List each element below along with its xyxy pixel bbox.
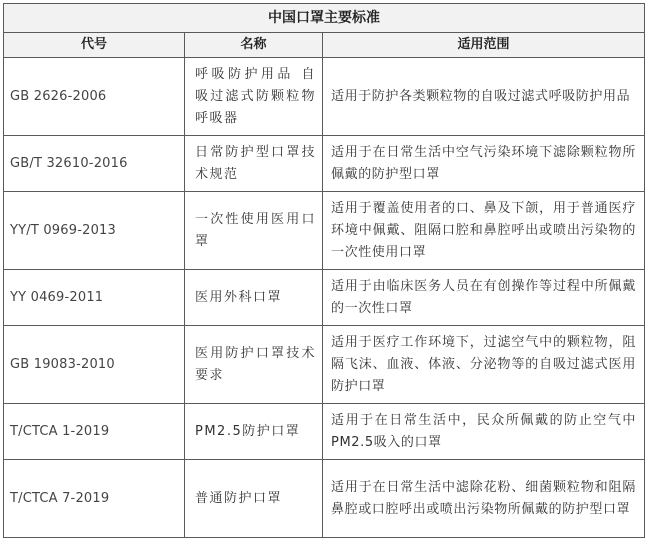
table-title: 中国口罩主要标准 (4, 4, 645, 33)
standard-scope: 适用于覆盖使用者的口、鼻及下颌，用于普通医疗环境中佩戴、阻隔口腔和鼻腔呼出或喷出污染物的一次性使用口罩 (323, 192, 645, 270)
standard-scope: 适用于在日常生活中空气污染环境下滤除颗粒物所佩戴的防护型口罩 (323, 136, 645, 192)
standard-name: 一次性使用医用口罩 (185, 192, 323, 270)
table-row (4, 58, 645, 136)
standard-name: PM2.5防护口罩 (185, 404, 323, 460)
table-header-row (4, 33, 645, 58)
standard-code: T/CTCA 1-2019 (4, 404, 185, 460)
table-row (4, 192, 645, 270)
table-row (4, 136, 645, 192)
table-row (4, 270, 645, 326)
standard-scope: 适用于在日常生活中滤除花粉、细菌颗粒物和阻隔鼻腔或口腔呼出或喷出污染物所佩戴的防护型口罩 (323, 460, 645, 538)
standard-code: GB 2626-2006 (4, 58, 185, 136)
table-row (4, 326, 645, 404)
standard-name: 普通防护口罩 (185, 460, 323, 538)
standard-name: 日常防护型口罩技术规范 (185, 136, 323, 192)
standards-table (3, 3, 645, 538)
standard-code: GB 19083-2010 (4, 326, 185, 404)
standard-name: 医用防护口罩技术要求 (185, 326, 323, 404)
standard-scope: 适用于医疗工作环境下，过滤空气中的颗粒物，阻隔飞沫、血液、体液、分泌物等的自吸过滤式医用防护口罩 (323, 326, 645, 404)
table-title-row (4, 4, 645, 33)
standard-code: T/CTCA 7-2019 (4, 460, 185, 538)
standard-scope: 适用于防护各类颗粒物的自吸过滤式呼吸防护用品 (323, 58, 645, 136)
table-row (4, 460, 645, 538)
standard-scope: 适用于由临床医务人员在有创操作等过程中所佩戴的一次性口罩 (323, 270, 645, 326)
column-header-name: 名称 (185, 33, 323, 58)
column-header-code: 代号 (4, 33, 185, 58)
table-row (4, 404, 645, 460)
standard-scope: 适用于在日常生活中，民众所佩戴的防止空气中PM2.5吸入的口罩 (323, 404, 645, 460)
standard-name: 医用外科口罩 (185, 270, 323, 326)
standard-name: 呼吸防护用品 自吸过滤式防颗粒物呼吸器 (185, 58, 323, 136)
standard-code: YY 0469-2011 (4, 270, 185, 326)
column-header-scope: 适用范围 (323, 33, 645, 58)
standards-table-wrapper (3, 3, 645, 538)
standard-code: GB/T 32610-2016 (4, 136, 185, 192)
standard-code: YY/T 0969-2013 (4, 192, 185, 270)
